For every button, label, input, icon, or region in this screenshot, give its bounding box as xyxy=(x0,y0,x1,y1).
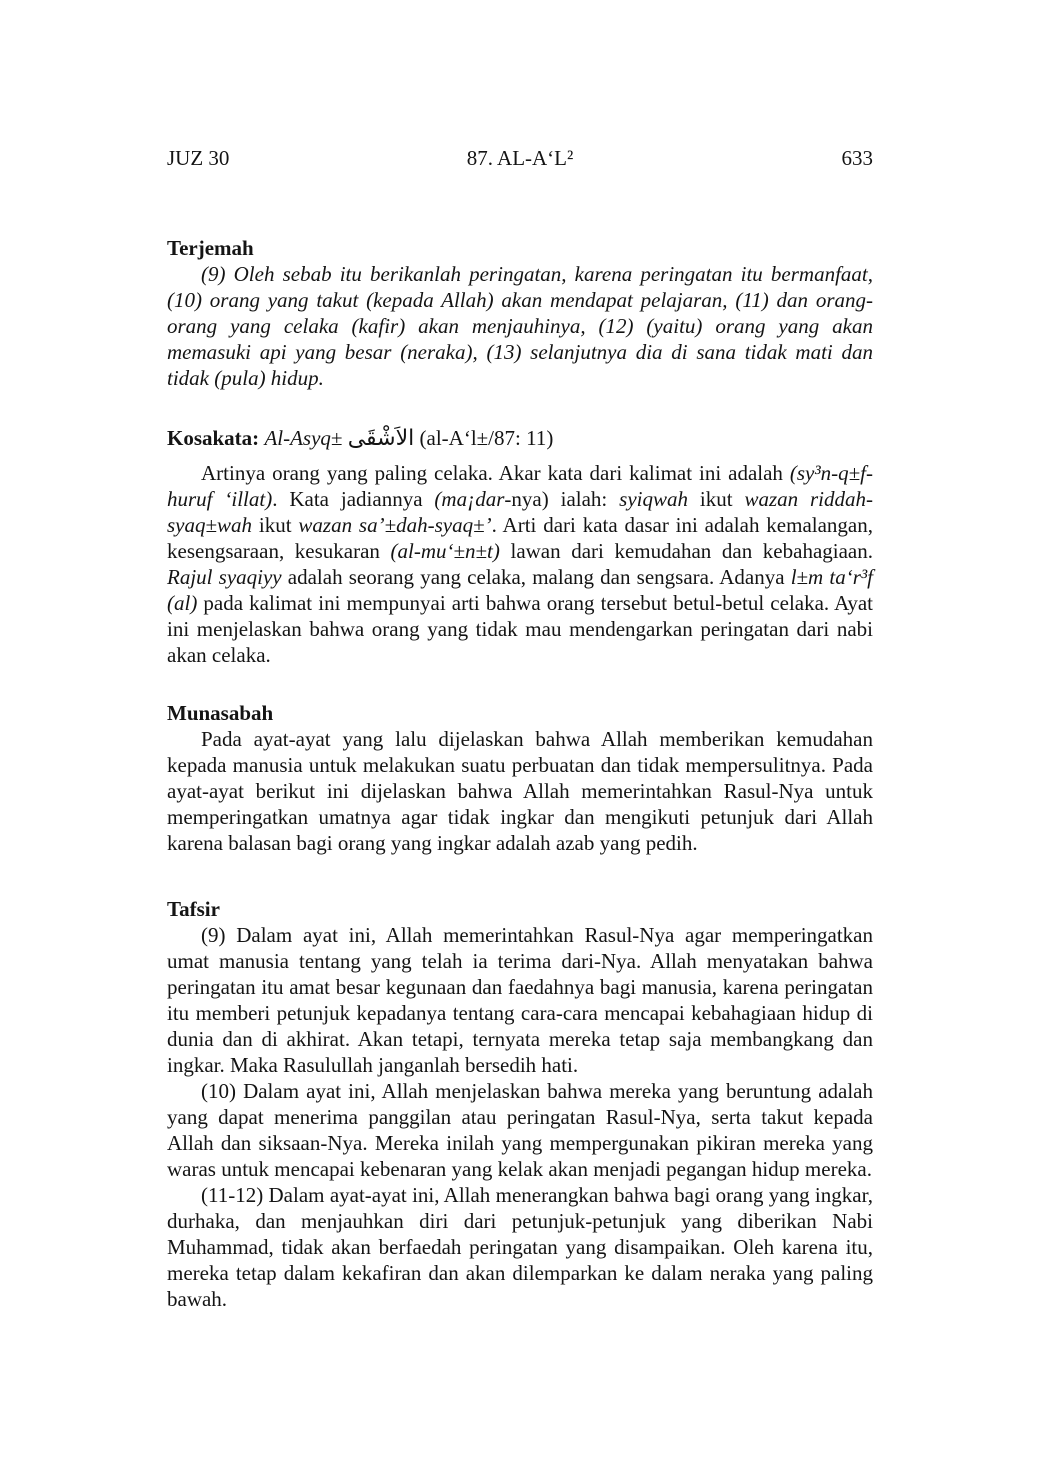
kosakata-term-latin: Al-Asyq± xyxy=(264,426,343,450)
page-number: 633 xyxy=(841,146,873,170)
kosakata-term-arabic: الاَشْقَى xyxy=(347,426,415,451)
tafsir-paragraph-10: (10) Dalam ayat ini, Allah menjelaskan bahwa mereka yang beruntung adalah yang dapat menerima panggilan atau peringatan Rasul-Nya, serta takut kepada Allah dan siksaan-Nya. Mereka inilah yang mempergunakan pikiran mereka yang waras untuk mencapai kebenaran yang kelak akan menjadi pegangan hidup mereka. xyxy=(167,1079,873,1181)
section-heading-munasabah: Munasabah xyxy=(167,701,274,725)
kosakata-label: Kosakata: xyxy=(167,426,260,450)
section-heading-terjemah: Terjemah xyxy=(167,236,254,260)
tafsir-paragraph-9: (9) Dalam ayat ini, Allah memerintahkan Rasul-Nya agar memperingatkan umat manusia tentang yang telah ia terima dari-Nya. Allah menyatakan bahwa peringatan itu amat besar kegunaan dan faedahnya bagi manusia, karena peringatan itu memberi petunjuk kepadanya tentang cara-cara mencapai kebahagiaan hidup di dunia dan di akhirat. Akan tetapi, ternyata mereka tetap saja membangkang dan ingkar. Maka Rasulullah janganlah bersedih hati. xyxy=(167,923,873,1077)
kosakata-reference: (al-A‘l±/87: 11) xyxy=(419,426,554,450)
page-body xyxy=(167,235,873,1312)
juz-label: JUZ 30 xyxy=(167,146,230,170)
terjemah-paragraph: (9) Oleh sebab itu berikanlah peringatan, karena peringatan itu bermanfaat, (10) orang yang takut (kepada Allah) akan mendapat pelajaran, (11) dan orang-orang yang celaka (kafir) akan menjauhinya, (12) (yaitu) orang yang akan memasuki api yang besar (neraka), (13) selanjutnya dia di sana tidak mati dan tidak (pula) hidup. xyxy=(167,262,873,390)
munasabah-paragraph: Pada ayat-ayat yang lalu dijelaskan bahwa Allah memberikan kemudahan kepada manusia untuk melakukan suatu perbuatan dan tidak mempersulitnya. Pada ayat-ayat berikut ini dijelaskan bahwa Allah memerintahkan Rasul-Nya untuk memperingatkan umatnya agar tidak ingkar dan mengikuti petunjuk dari Allah karena balasan bagi orang yang ingkar adalah azab yang pedih. xyxy=(167,727,873,855)
surah-title: 87. AL-A‘L² xyxy=(466,146,574,170)
page-header xyxy=(167,145,873,171)
section-heading-tafsir: Tafsir xyxy=(167,897,220,921)
kosakata-paragraph: Artinya orang yang paling celaka. Akar kata dari kalimat ini adalah (sy³n-q±f-huruf ‘illat). Kata jadiannya (ma¡dar-nya) ialah: syiqwah ikut wazan riddah-syaq±wah ikut wazan sa’±dah-syaq±’. Arti dari kata dasar ini adalah kemalangan, kesengsaraan, kesukaran (al-mu‘±n±t) lawan dari kemudahan dan kebahagiaan. Rajul syaqiyy adalah seorang yang celaka, malang dan sengsara. Adanya l±m ta‘r³f (al) pada kalimat ini mempunyai arti bahwa orang tersebut betul-betul celaka. Ayat ini menjelaskan bahwa orang yang tidak mau mendengarkan peringatan dari nabi akan celaka. xyxy=(167,461,874,667)
kosakata-line xyxy=(167,425,873,452)
tafsir-paragraph-11-12: (11-12) Dalam ayat-ayat ini, Allah menerangkan bahwa bagi orang yang ingkar, durhaka, dan menjauhkan diri dari petunjuk-petunjuk yang diberikan Nabi Muhammad, tidak akan berfaedah peringatan yang disampaikan. Oleh karena itu, mereka tetap dalam kekafiran dan akan dilemparkan ke dalam neraka yang paling bawah. xyxy=(167,1183,873,1311)
